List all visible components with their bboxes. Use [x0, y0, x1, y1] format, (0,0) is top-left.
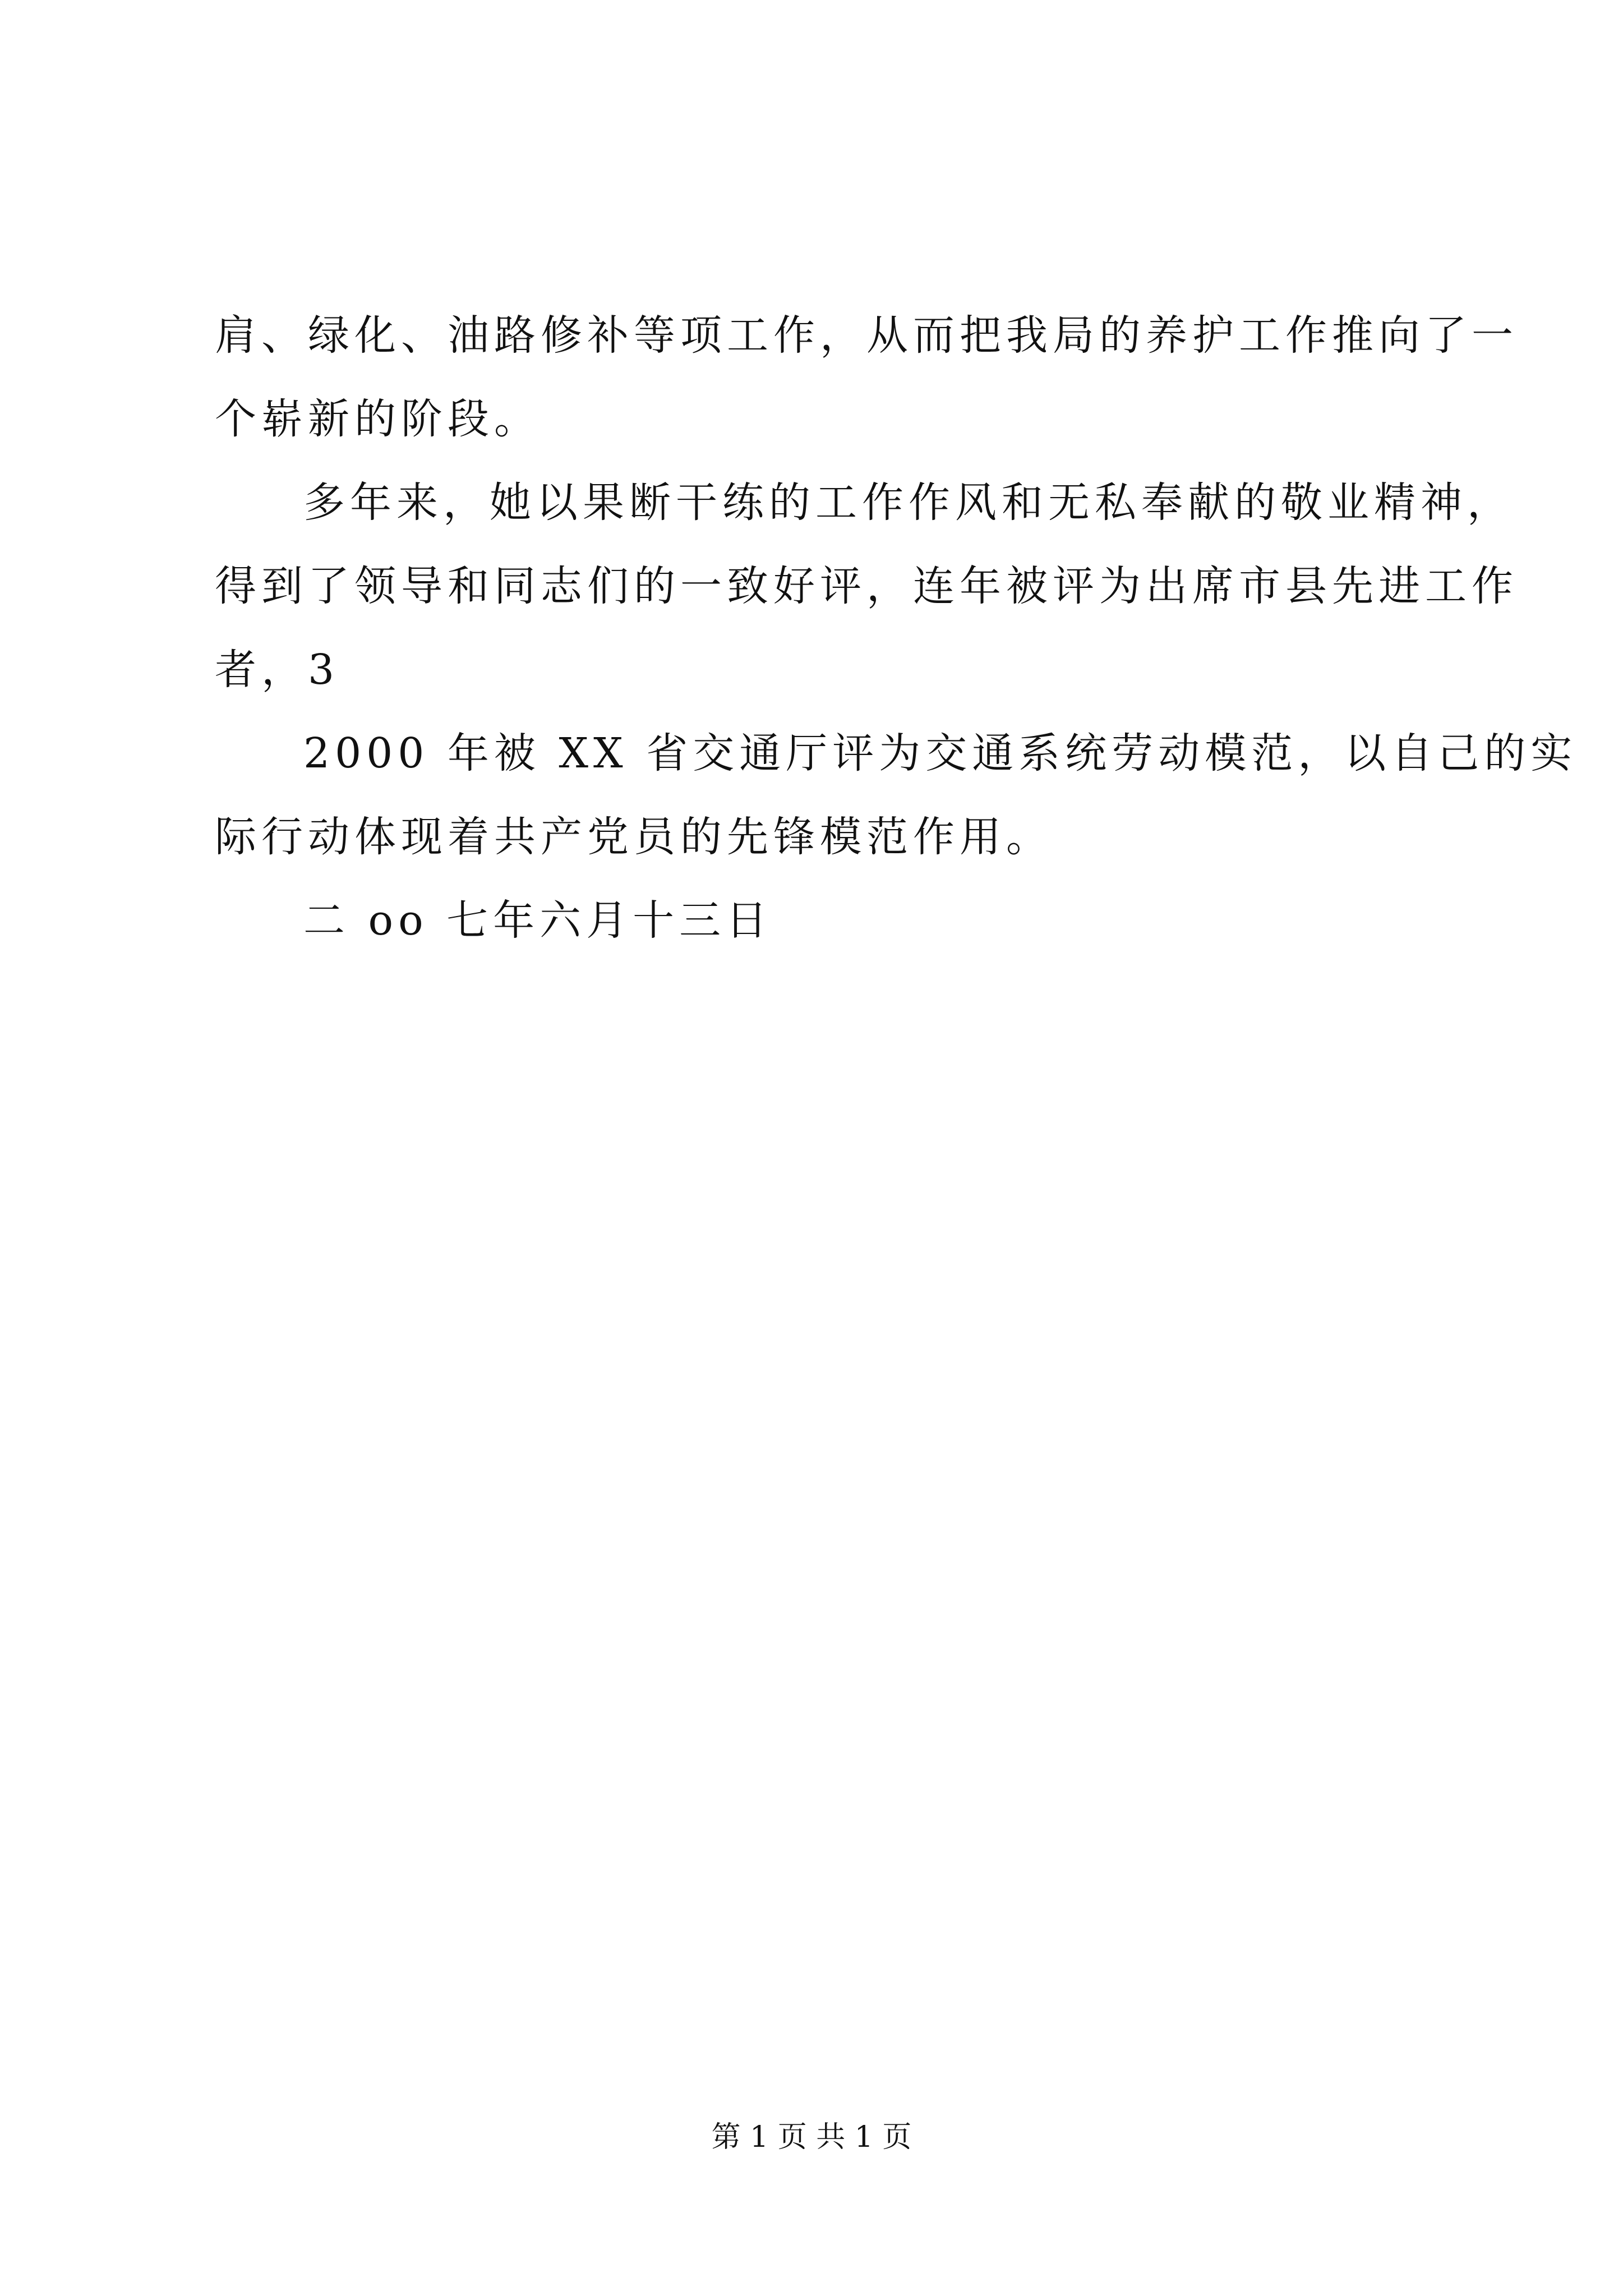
paragraph-2-line-3: 者，3 [215, 646, 340, 694]
page-number-footer: 第 1 页 共 1 页 [711, 2120, 912, 2154]
paragraph-3-line-2: 际行动体现着共产党员的先锋模范作用。 [215, 813, 1053, 861]
date-line: 二 oo 七年六月十三日 [303, 896, 773, 945]
paragraph-3-line-1: 2000 年被 XX 省交通厅评为交通系统劳动模范，以自己的实 [303, 729, 1578, 777]
paragraph-2-line-1: 多年来，她以果断干练的工作作风和无私奉献的敬业精神， [303, 478, 1514, 527]
paragraph-2-line-2: 得到了领导和同志们的一致好评，连年被评为出席市县先进工作 [215, 562, 1518, 610]
paragraph-1-line-1: 肩、绿化、油路修补等项工作，从而把我局的养护工作推向了一 [215, 311, 1518, 360]
paragraph-1-line-2: 个崭新的阶段。 [215, 395, 541, 443]
